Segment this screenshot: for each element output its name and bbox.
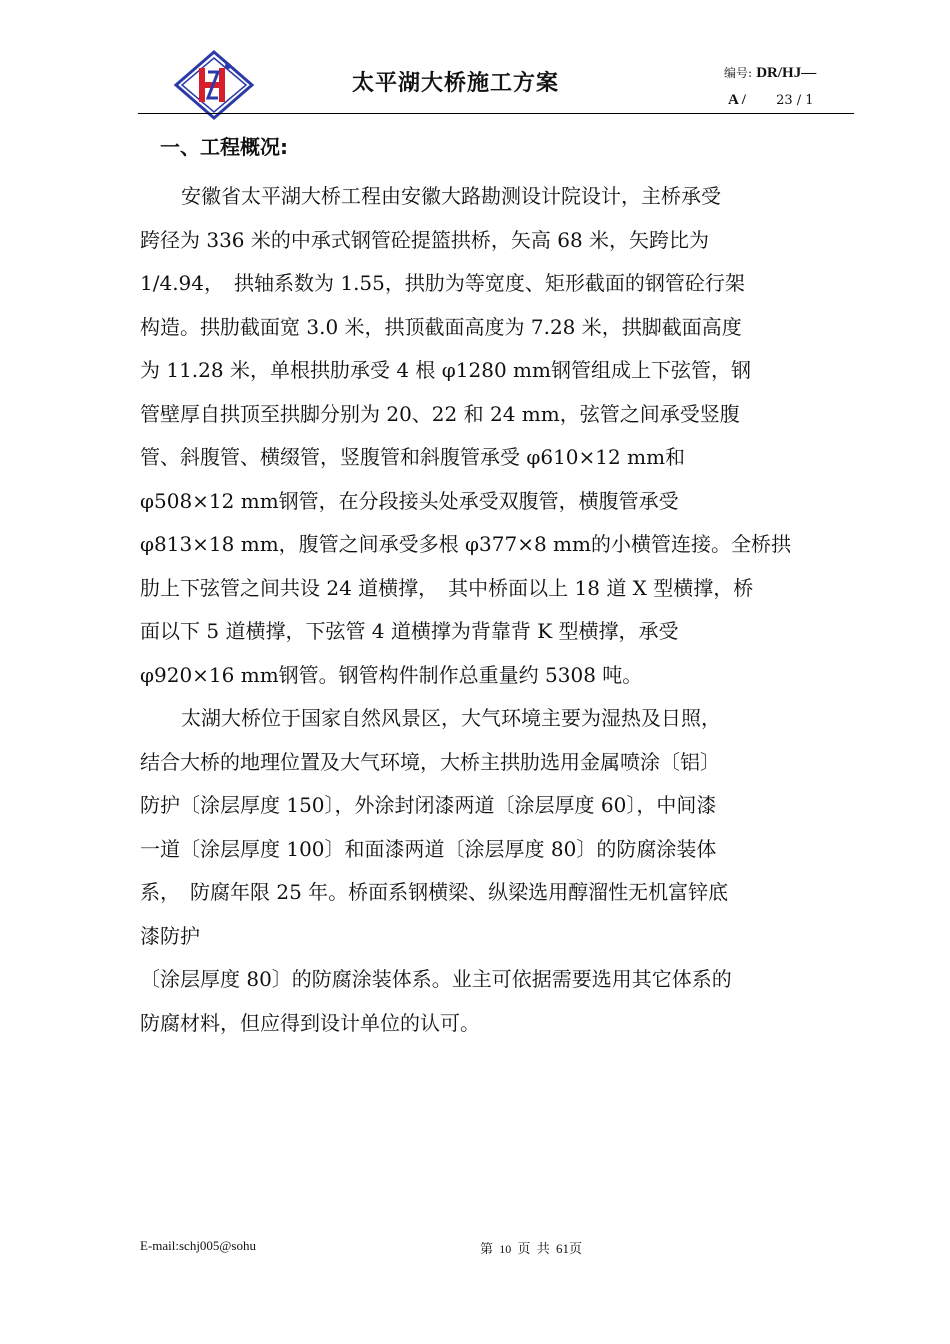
paragraph-line: 结合大桥的地理位置及大气环境，大桥主拱肋选用金属喷涂〔铝〕 — [140, 749, 720, 774]
paragraph-line: 肋上下弦管之间共设 24 道横撑， 其中桥面以上 18 道 X 型横撑，桥 — [140, 575, 754, 600]
code-value: DR/HJ— — [756, 65, 817, 81]
paragraph-line: 太湖大桥位于国家自然风景区，大气环境主要为湿热及日照， — [181, 706, 721, 730]
paragraph-line: 〔涂层厚度 80〕的防腐涂装体系。业主可依据需要选用其它体系的 — [140, 967, 732, 991]
paragraph-line: 构造。拱肋截面宽 3.0 米，拱顶截面高度为 7.28 米，拱脚截面高度 — [140, 314, 742, 339]
page-current: 10 — [499, 1242, 512, 1256]
code-line2: A / — [728, 92, 746, 108]
paragraph-line: 管、斜腹管、横缀管，竖腹管和斜腹管承受 φ610×12 mm和 — [140, 445, 686, 469]
paragraph-line: φ920×16 mm钢管。钢管构件制作总重量约 5308 吨。 — [140, 662, 643, 687]
paragraph-line: 防腐材料，但应得到设计单位的认可。 — [140, 1010, 480, 1035]
paragraph-line: 面以下 5 道横撑，下弦管 4 道横撑为背靠背 K 型横撑，承受 — [140, 619, 679, 643]
paragraph-line: φ508×12 mm钢管，在分段接头处承受双腹管，横腹管承受 — [140, 488, 679, 513]
paragraph-line: 防护〔涂层厚度 150〕，外涂封闭漆两道〔涂层厚度 60〕，中间漆 — [140, 793, 717, 817]
document-title: 太平湖大桥施工方案 — [352, 71, 560, 96]
paragraph-line: 系， 防腐年限 25 年。桥面系钢横梁、纵梁选用醇溜性无机富锌底 — [140, 880, 729, 904]
code-number: 23 / 1 — [776, 93, 814, 108]
paragraph-line: 安徽省太平湖大桥工程由安徽大路勘测设计院设计，主桥承受 — [181, 184, 721, 208]
paragraph-line: 管壁厚自拱顶至拱脚分别为 20、22 和 24 mm，弦管之间承受竖腹 — [140, 401, 740, 426]
footer-page-number — [480, 1238, 582, 1257]
paragraph-line: 跨径为 336 米的中承式钢管砼提篮拱桥，矢高 68 米，矢跨比为 — [140, 227, 710, 252]
paragraph-line: 1/4.94， 拱轴系数为 1.55，拱肋为等宽度、矩形截面的钢管砼行架 — [140, 271, 745, 295]
page-suffix: 页 — [569, 1241, 583, 1256]
paragraph-line: 一道〔涂层厚度 100〕和面漆两道〔涂层厚度 80〕的防腐涂装体 — [140, 836, 717, 861]
paragraph-line: 漆防护 — [140, 923, 200, 948]
paragraph-line: 为 11.28 米，单根拱肋承受 4 根 φ1280 mm钢管组成上下弦管，钢 — [140, 358, 751, 382]
document-code — [724, 60, 816, 114]
code-label: 编号: — [724, 66, 753, 80]
header-divider — [138, 113, 854, 114]
section-heading: 一、工程概况: — [160, 135, 288, 159]
footer-email: E-mail:schj005@sohu — [140, 1238, 256, 1253]
page-prefix: 第 — [480, 1241, 494, 1256]
paragraph-line: φ813×18 mm，腹管之间承受多根 φ377×8 mm的小横管连接。全桥拱 — [140, 532, 791, 556]
document-body — [140, 175, 855, 1045]
company-logo-icon — [172, 50, 256, 120]
page-total: 61 — [556, 1241, 570, 1256]
page-mid: 页 共 — [517, 1241, 550, 1256]
